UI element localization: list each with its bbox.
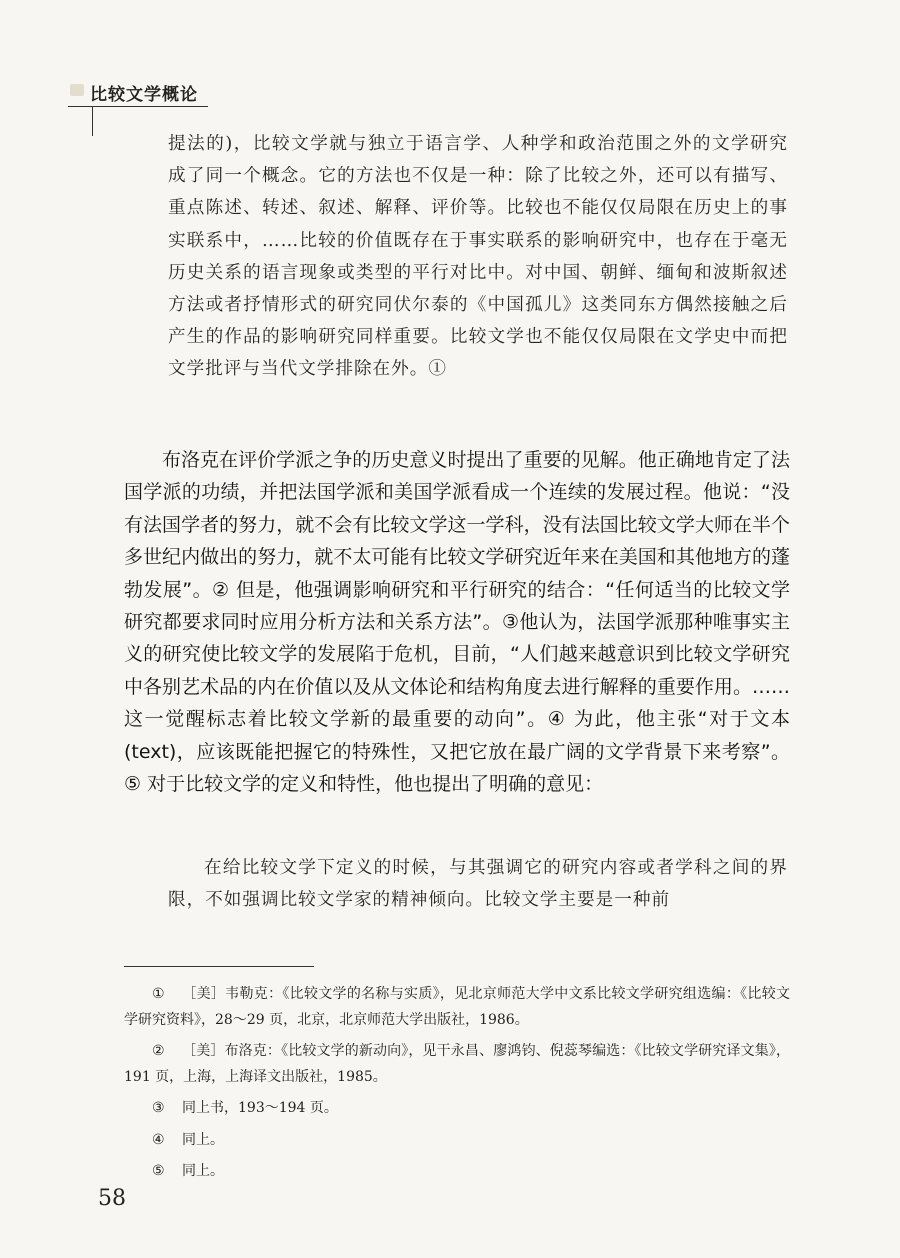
footnote-mark: ③ bbox=[152, 1100, 165, 1116]
footnote-text: ［美］布洛克：《比较文学的新动向》，见干永昌、廖鸿钧、倪蕊琴编选：《比较文学研究译文集》，191 页，上海，上海译文出版社，1985。 bbox=[124, 1043, 790, 1085]
footnote-text: 同上。 bbox=[182, 1131, 224, 1148]
footnote-mark: ⑤ bbox=[152, 1163, 165, 1179]
block-quote-2: 在给比较文学下定义的时候，与其强调它的研究内容或者学科之间的界限，不如强调比较文学家的精神倾向。比较文学主要是一种前 bbox=[168, 858, 788, 911]
footnote-separator bbox=[124, 966, 314, 967]
footnote-text: 同上书，193～194 页。 bbox=[182, 1100, 338, 1116]
header-rule-vertical bbox=[92, 106, 93, 136]
footnote-1 bbox=[124, 982, 790, 1033]
header-decoration bbox=[70, 84, 84, 96]
footnote-2 bbox=[124, 1039, 790, 1090]
footnote-mark: ② bbox=[152, 1043, 165, 1059]
body-paragraph: 布洛克在评价学派之争的历史意义时提出了重要的见解。他正确地肯定了法国学派的功绩，并把法国学派和美国学派看成一个连续的发展过程。他说：“没有法国学者的努力，就不会有比较文学这一学科，没有法国比较文学大师在半个多世纪内做出的努力，就不太可能有比较文学研究近年来在美国和其他地方的蓬勃发展”。② 但是，他强调影响研究和平行研究的结合：“任何适当的比较文学研究都要求同时应用分析方法和关系方法”。③他认为，法国学派那种唯事实主义的研究使比较文学的发展陷于危机，目前，“人们越来越意识到比较文学研究中各别艺术品的内在价值以及从文体论和结构角度去进行解释的重要作用。……这一觉醒标志着比较文学新的最重要的动向”。④ 为此，他主张“对于文本(text)，应该既能把握它的特殊性，又把它放在最广阔的文学背景下来考察”。⑤ 对于比较文学的定义和特性，他也提出了明确的意见： bbox=[124, 449, 790, 796]
footnote-text: 同上。 bbox=[182, 1163, 224, 1179]
footnote-mark: ④ bbox=[152, 1131, 165, 1148]
block-quote-1: 提法的)，比较文学就与独立于语言学、人种学和政治范围之外的文学研究成了同一个概念。它的方法也不仅是一种：除了比较之外，还可以有描写、重点陈述、转述、叙述、解释、评价等。比较也不能仅仅局限在历史上的事实联系中，……比较的价值既存在于事实联系的影响研究中，也存在于毫无历史关系的语言现象或类型的平行对比中。对中国、朝鲜、缅甸和波斯叙述方法或者抒情形式的研究同伏尔泰的《中国孤儿》这类同东方偶然接触之后产生的作品的影响研究同样重要。比较文学也不能仅仅局限在文学史中而把文学批评与当代文学排除在外。① bbox=[168, 134, 788, 380]
footnote-3 bbox=[124, 1096, 790, 1122]
header-rule-horizontal bbox=[68, 106, 208, 107]
page-number: 58 bbox=[98, 1186, 126, 1211]
footnote-4 bbox=[124, 1128, 790, 1154]
footnote-text: ［美］韦勒克：《比较文学的名称与实质》，见北京师范大学中文系比较文学研究组选编：《比较文学研究资料》，28～29 页，北京，北京师范大学出版社，1986。 bbox=[124, 986, 790, 1028]
running-header-title: 比较文学概论 bbox=[90, 85, 198, 105]
footnotes bbox=[124, 982, 790, 1191]
footnote-5 bbox=[124, 1159, 790, 1185]
footnote-mark: ① bbox=[152, 986, 165, 1002]
